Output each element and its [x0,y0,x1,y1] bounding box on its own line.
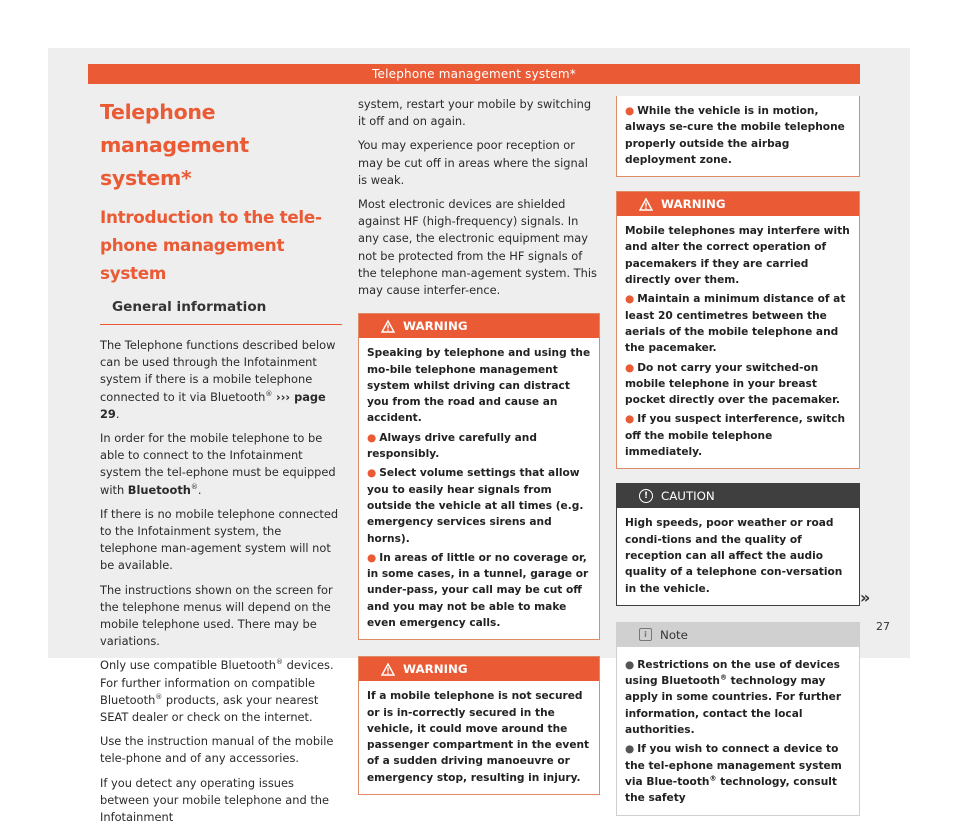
warning-bullet: ● Do not carry your switched-on mobile telephone in your breast pocket directly over the pacemaker. [625,361,840,407]
warning-triangle-icon [639,198,653,211]
caution-circle-icon: ! [639,489,653,503]
warning-triangle-icon [381,320,395,333]
paragraph: You may experience poor reception or may be cut off in areas where the signal is weak. [358,138,588,187]
section-title-line-1: Introduction to the tele- [100,207,322,227]
warning-title: WARNING [403,662,468,677]
warning-bullet: ● Select volume settings that allow you to easily hear signals from outside the vehicle at all times (e.g. emergency services sirens and horns). [367,467,584,545]
warning-title: WARNING [661,197,726,212]
paragraph: If there is no mobile telephone connected to the Infotainment system, the telephone man-agement system will not be available. [100,506,339,573]
warning-bullet: ● In areas of little or no coverage or, in some cases, in a tunnel, garage or under-pass, your call may be cut off and you may not be able to make even emergency calls. [367,551,589,629]
paragraph: The Telephone functions described below can be used through the Infotainment system if there is a mobile telephone connected to it via Bluetooth® ››› page 29. [100,338,336,421]
paragraph: In order for the mobile telephone to be able to connect to the Infotainment system the tel-ephone must be equipped with Bluetooth®. [100,431,336,497]
note-bullet: ● If you wish to connect a device to the tel-ephone management system via Blue-tooth® technology, consult the safety [625,743,842,805]
warning-box [358,656,600,795]
warning-bullet: ● Always drive carefully and responsibly. [367,431,537,461]
warning-header [359,314,599,338]
warning-box [358,313,600,640]
section-title-line-2: phone management system [100,235,285,283]
warning-box [616,191,860,469]
warning-bullet: ● Maintain a minimum distance of at least 20 centimetres between the aerials of the mobile telephone and the pacemaker. [625,293,846,355]
continued-marker: » [860,588,871,607]
warning-body [359,338,599,639]
caution-header [617,484,859,508]
note-bullet: ● Restrictions on the use of devices using Bluetooth® technology may apply in some countries. For further information, contact the local authorities. [625,658,842,737]
chapter-title-line-1: Telephone management [100,100,249,157]
warning-intro: If a mobile telephone is not secured or is in-correctly secured in the vehicle, it could move around the passenger compartment in the event of a sudden driving manoeuvre or emergency stop, resulting in injury. [367,690,590,784]
note-title: Note [660,627,688,642]
chapter-title [100,96,342,195]
paragraph: The instructions shown on the screen for the telephone menus will depend on the mobile telephone used. There may be variations. [100,582,333,649]
column-left [100,96,342,826]
page-header: Telephone management system* [88,64,860,84]
chapter-title-line-2: system* [100,166,192,190]
warning-body [617,216,859,468]
paragraph: If you detect any operating issues between your mobile telephone and the Infotainment [100,775,330,825]
note-body [617,647,859,815]
warning-box-continued [616,96,860,177]
paragraph: Only use compatible Bluetooth® devices. For further information on compatible Bluetooth® products, ask your nearest SEAT dealer or check on the internet. [100,658,334,725]
page-number: 27 [876,620,890,633]
subsection-title: General information [100,295,342,325]
note-box [616,622,860,816]
note-header [617,623,859,647]
warning-body [617,96,859,176]
warning-triangle-icon [381,663,395,676]
warning-header [617,192,859,216]
warning-intro: Mobile telephones may interfere with and alter the correct operation of pacemakers if they are carried directly over them. [625,225,850,287]
caution-box [616,483,860,605]
paragraph: Use the instruction manual of the mobile tele-phone and of any accessories. [100,734,334,766]
page-reference-link[interactable]: ››› page 29 [100,389,326,421]
warning-bullet: ● If you suspect interference, switch off the mobile telephone immediately. [625,413,846,459]
paragraph: Most electronic devices are shielded against HF (high-frequency) signals. In any case, the electronic equipment may not be protected from the HF signals of the telephone man-agement system. This may cause interfer-ence. [358,197,597,298]
column-right [616,96,860,816]
paragraph: system, restart your mobile by switching it off and on again. [358,97,592,129]
caution-title: CAUTION [661,489,715,504]
column-middle [358,96,600,795]
warning-intro: Speaking by telephone and using the mo-bile telephone management system whilst driving can distract you from the road and cause an accident. [367,347,591,425]
warning-bullet: ● While the vehicle is in motion, always se-cure the mobile telephone properly outside the airbag deployment zone. [625,105,845,166]
caution-body: High speeds, poor weather or road condi-tions and the quality of reception can all affect the audio quality of a telephone con-versation in the vehicle. [625,517,843,595]
warning-body [359,681,599,794]
section-title [100,203,342,287]
info-icon: i [639,628,652,641]
warning-header [359,657,599,681]
warning-title: WARNING [403,319,468,334]
